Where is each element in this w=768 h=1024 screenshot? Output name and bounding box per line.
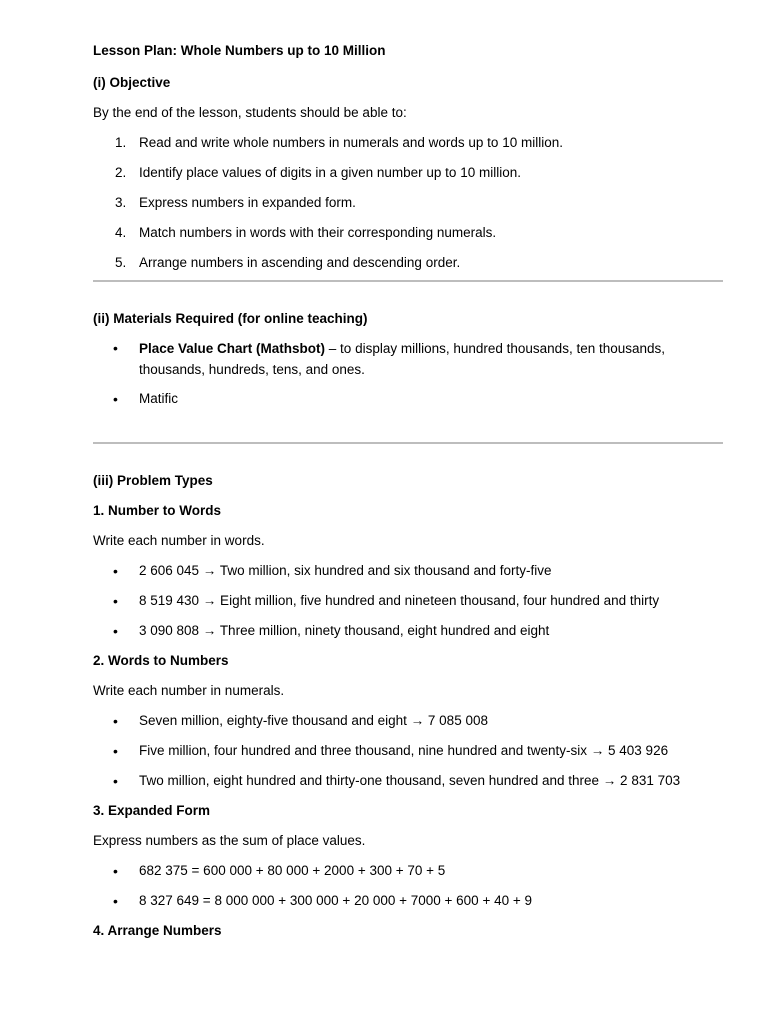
section-intro: Write each number in words.: [93, 533, 265, 548]
list-item-text: Seven million, eighty-five thousand and eight → 7 085 008: [139, 713, 488, 728]
list-item: [93, 338, 723, 380]
section-divider: [93, 442, 723, 444]
objective-list: [93, 132, 723, 274]
list-item-text: Arrange numbers in ascending and descending order.: [139, 255, 461, 270]
section-divider: [93, 280, 723, 282]
bullet-icon: •: [113, 863, 118, 879]
expanded-form-list: [93, 860, 723, 912]
list-item-text: 8 519 430 → Eight million, five hundred and nineteen thousand, four hundred and thirty: [139, 593, 660, 608]
list-item-text: 3 090 808 → Three million, ninety thousand, eight hundred and eight: [139, 623, 550, 638]
list-item: [93, 740, 723, 762]
section-intro: Write each number in numerals.: [93, 683, 285, 698]
list-item: [93, 890, 723, 912]
bullet-icon: •: [113, 391, 118, 407]
material-name: Matific: [139, 391, 179, 406]
list-item: [93, 162, 723, 184]
section-heading-words-to-numbers: 2. Words to Numbers: [93, 653, 229, 668]
list-number: 2.: [115, 165, 127, 180]
bullet-icon: •: [113, 593, 118, 609]
bullet-icon: •: [113, 743, 118, 759]
bullet-icon: •: [113, 713, 118, 729]
section-heading-number-to-words: 1. Number to Words: [93, 503, 222, 518]
list-item-text: Read and write whole numbers in numerals and words up to 10 million.: [139, 135, 563, 150]
list-item: [93, 620, 723, 642]
objective-heading: (i) Objective: [93, 75, 171, 90]
materials-heading: (ii) Materials Required (for online teaching): [93, 311, 368, 326]
bullet-icon: •: [113, 563, 118, 579]
list-item: [93, 560, 723, 582]
section-heading-arrange-numbers: 4. Arrange Numbers: [93, 923, 222, 938]
materials-list: [93, 338, 723, 410]
list-item: [93, 710, 723, 732]
list-item-text: Match numbers in words with their corresponding numerals.: [139, 225, 497, 240]
list-item: [93, 222, 723, 244]
section-heading-expanded-form: 3. Expanded Form: [93, 803, 211, 818]
list-item: [93, 860, 723, 882]
list-number: 3.: [115, 195, 127, 210]
bullet-icon: •: [113, 893, 118, 909]
document-title: Lesson Plan: Whole Numbers up to 10 Million: [93, 43, 386, 58]
list-item: [93, 388, 723, 410]
list-item-text: Express numbers in expanded form.: [139, 195, 356, 210]
problems-heading: (iii) Problem Types: [93, 473, 213, 488]
list-item-text: Identify place values of digits in a given number up to 10 million.: [139, 165, 521, 180]
section-intro: Express numbers as the sum of place values.: [93, 833, 366, 848]
list-item-text: 2 606 045 → Two million, six hundred and six thousand and forty-five: [139, 563, 552, 578]
bullet-icon: •: [113, 773, 118, 789]
list-number: 1.: [115, 135, 127, 150]
words-to-numbers-list: [93, 710, 723, 792]
list-item-text: Two million, eight hundred and thirty-one thousand, seven hundred and three → 2 831 703: [139, 773, 681, 788]
bullet-icon: •: [113, 340, 118, 356]
list-item-text: Five million, four hundred and three thousand, nine hundred and twenty-six → 5 403 926: [139, 743, 669, 758]
objective-intro: By the end of the lesson, students should be able to:: [93, 105, 407, 120]
list-item: [93, 590, 723, 612]
list-number: 4.: [115, 225, 127, 240]
list-number: 5.: [115, 255, 127, 270]
material-name: Place Value Chart (Mathsbot): [139, 341, 326, 356]
list-item: [93, 132, 723, 154]
number-to-words-list: [93, 560, 723, 642]
list-item: [93, 770, 723, 792]
list-item-text: 682 375 = 600 000 + 80 000 + 2000 + 300 + 70 + 5: [139, 863, 446, 878]
bullet-icon: •: [113, 623, 118, 639]
document-body: [93, 40, 723, 950]
list-item: [93, 252, 723, 274]
list-item: [93, 192, 723, 214]
material-description: – to display millions, hundred thousands, ten thousands, thousands, hundreds, tens, and ones.: [139, 341, 666, 377]
list-item-text: 8 327 649 = 8 000 000 + 300 000 + 20 000 + 7000 + 600 + 40 + 9: [139, 893, 532, 908]
